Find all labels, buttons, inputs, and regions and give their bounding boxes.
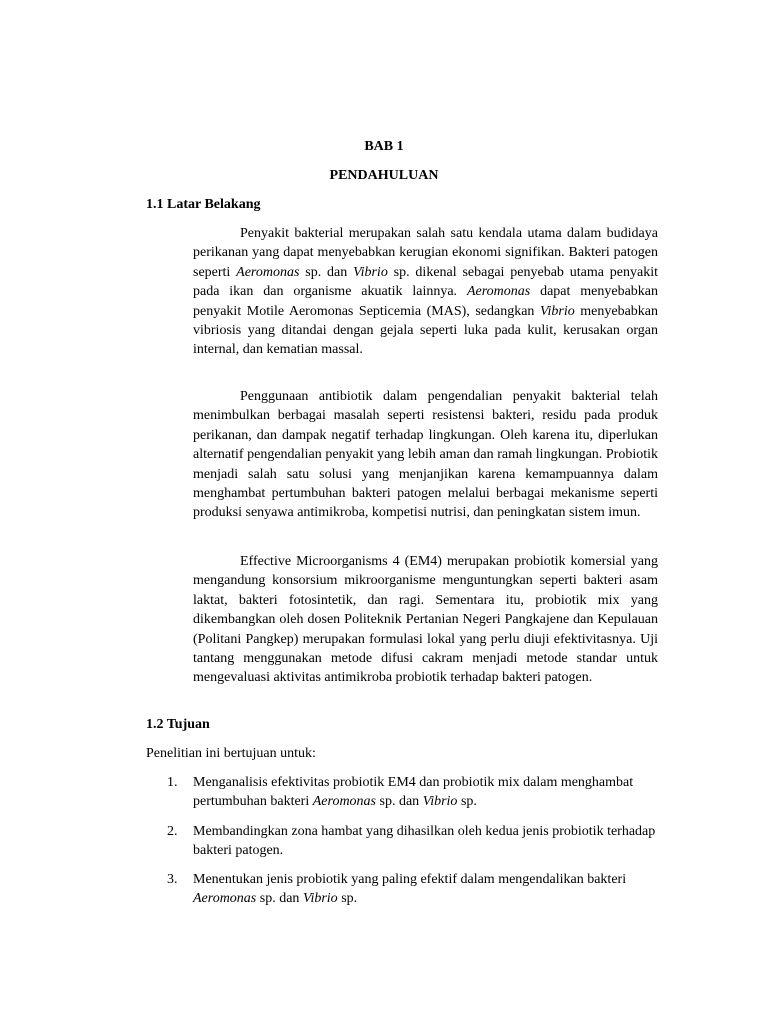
chapter-number: BAB 1 [364, 139, 404, 154]
italic-term: Aeromonas [466, 284, 531, 300]
italic-term: Vibrio [302, 891, 338, 907]
italic-term: Vibrio [539, 303, 575, 319]
list-item: Membandingkan zona hambat yang dihasilkan oleh kedua jenis probiotik terhadap bakteri patogen. [193, 824, 656, 859]
italic-term: Aeromonas [312, 794, 377, 810]
list-item-number: 3. [167, 872, 178, 887]
section-heading-latar-belakang: 1.1 Latar Belakang [146, 197, 261, 212]
list-item-number: 2. [167, 824, 178, 839]
chapter-title: PENDAHULUAN [329, 168, 439, 183]
paragraph-1: Penyakit bakterial merupakan salah satu kendala utama dalam budidaya perikanan yang dapat menyebabkan kerugian ekonomi signifikan. Bakteri patogen seperti Aeromonas sp. dan Vibrio sp. dikenal sebagai penyebab utama penyakit pada ikan dan organisme akuatik lainnya. Aeromonas dapat menyebabkan penyakit Motile Aeromonas Septicemia (MAS), sedangkan Vibrio menyebabkan vibriosis yang ditandai dengan gejala seperti luka pada kulit, kerusakan organ internal, dan kematian massal. [193, 226, 658, 358]
italic-term: Aeromonas [236, 264, 300, 280]
italic-term: Aeromonas [193, 891, 257, 907]
list-item: Menentukan jenis probiotik yang paling efektif dalam mengendalikan bakteri Aeromonas sp. dan Vibrio sp. [193, 872, 627, 907]
objectives-intro: Penelitian ini bertujuan untuk: [146, 746, 316, 761]
list-item-number: 1. [167, 775, 178, 790]
section-heading-tujuan: 1.2 Tujuan [146, 717, 210, 732]
paragraph-2: Penggunaan antibiotik dalam pengendalian penyakit bakterial telah menimbulkan berbagai masalah seperti resistensi bakteri, residu pada produk perikanan, dan dampak negatif terhadap lingkungan. Oleh karena itu, diperlukan alternatif pengendalian penyakit yang lebih aman dan ramah lingkungan. Probiotik menjadi salah satu solusi yang menjanjikan karena kemampuannya dalam menghambat pertumbuhan bakteri patogen melalui berbagai mekanisme seperti produksi senyawa antimikroba, kompetisi nutrisi, dan peningkatan sistem imun. [193, 389, 658, 521]
list-item: Menganalisis efektivitas probiotik EM4 dan probiotik mix dalam menghambat pertumbuhan bakteri Aeromonas sp. dan Vibrio sp. [193, 775, 634, 810]
italic-term: Vibrio [422, 794, 458, 810]
paragraph-3: Effective Microorganisms 4 (EM4) merupakan probiotik komersial yang mengandung konsorsium mikroorganisme menguntungkan seperti bakteri asam laktat, bakteri fotosintetik, dan ragi. Sementara itu, probiotik mix yang dikembangkan oleh dosen Politeknik Pertanian Negeri Pangkajene dan Kepulauan (Politani Pangkep) merupakan formulasi lokal yang perlu diuji efektivitasnya. Uji tantang menggunakan metode difusi cakram menjadi metode standar untuk mengevaluasi aktivitas antimikroba probiotik terhadap bakteri patogen. [193, 554, 658, 686]
italic-term: Vibrio [353, 264, 388, 280]
